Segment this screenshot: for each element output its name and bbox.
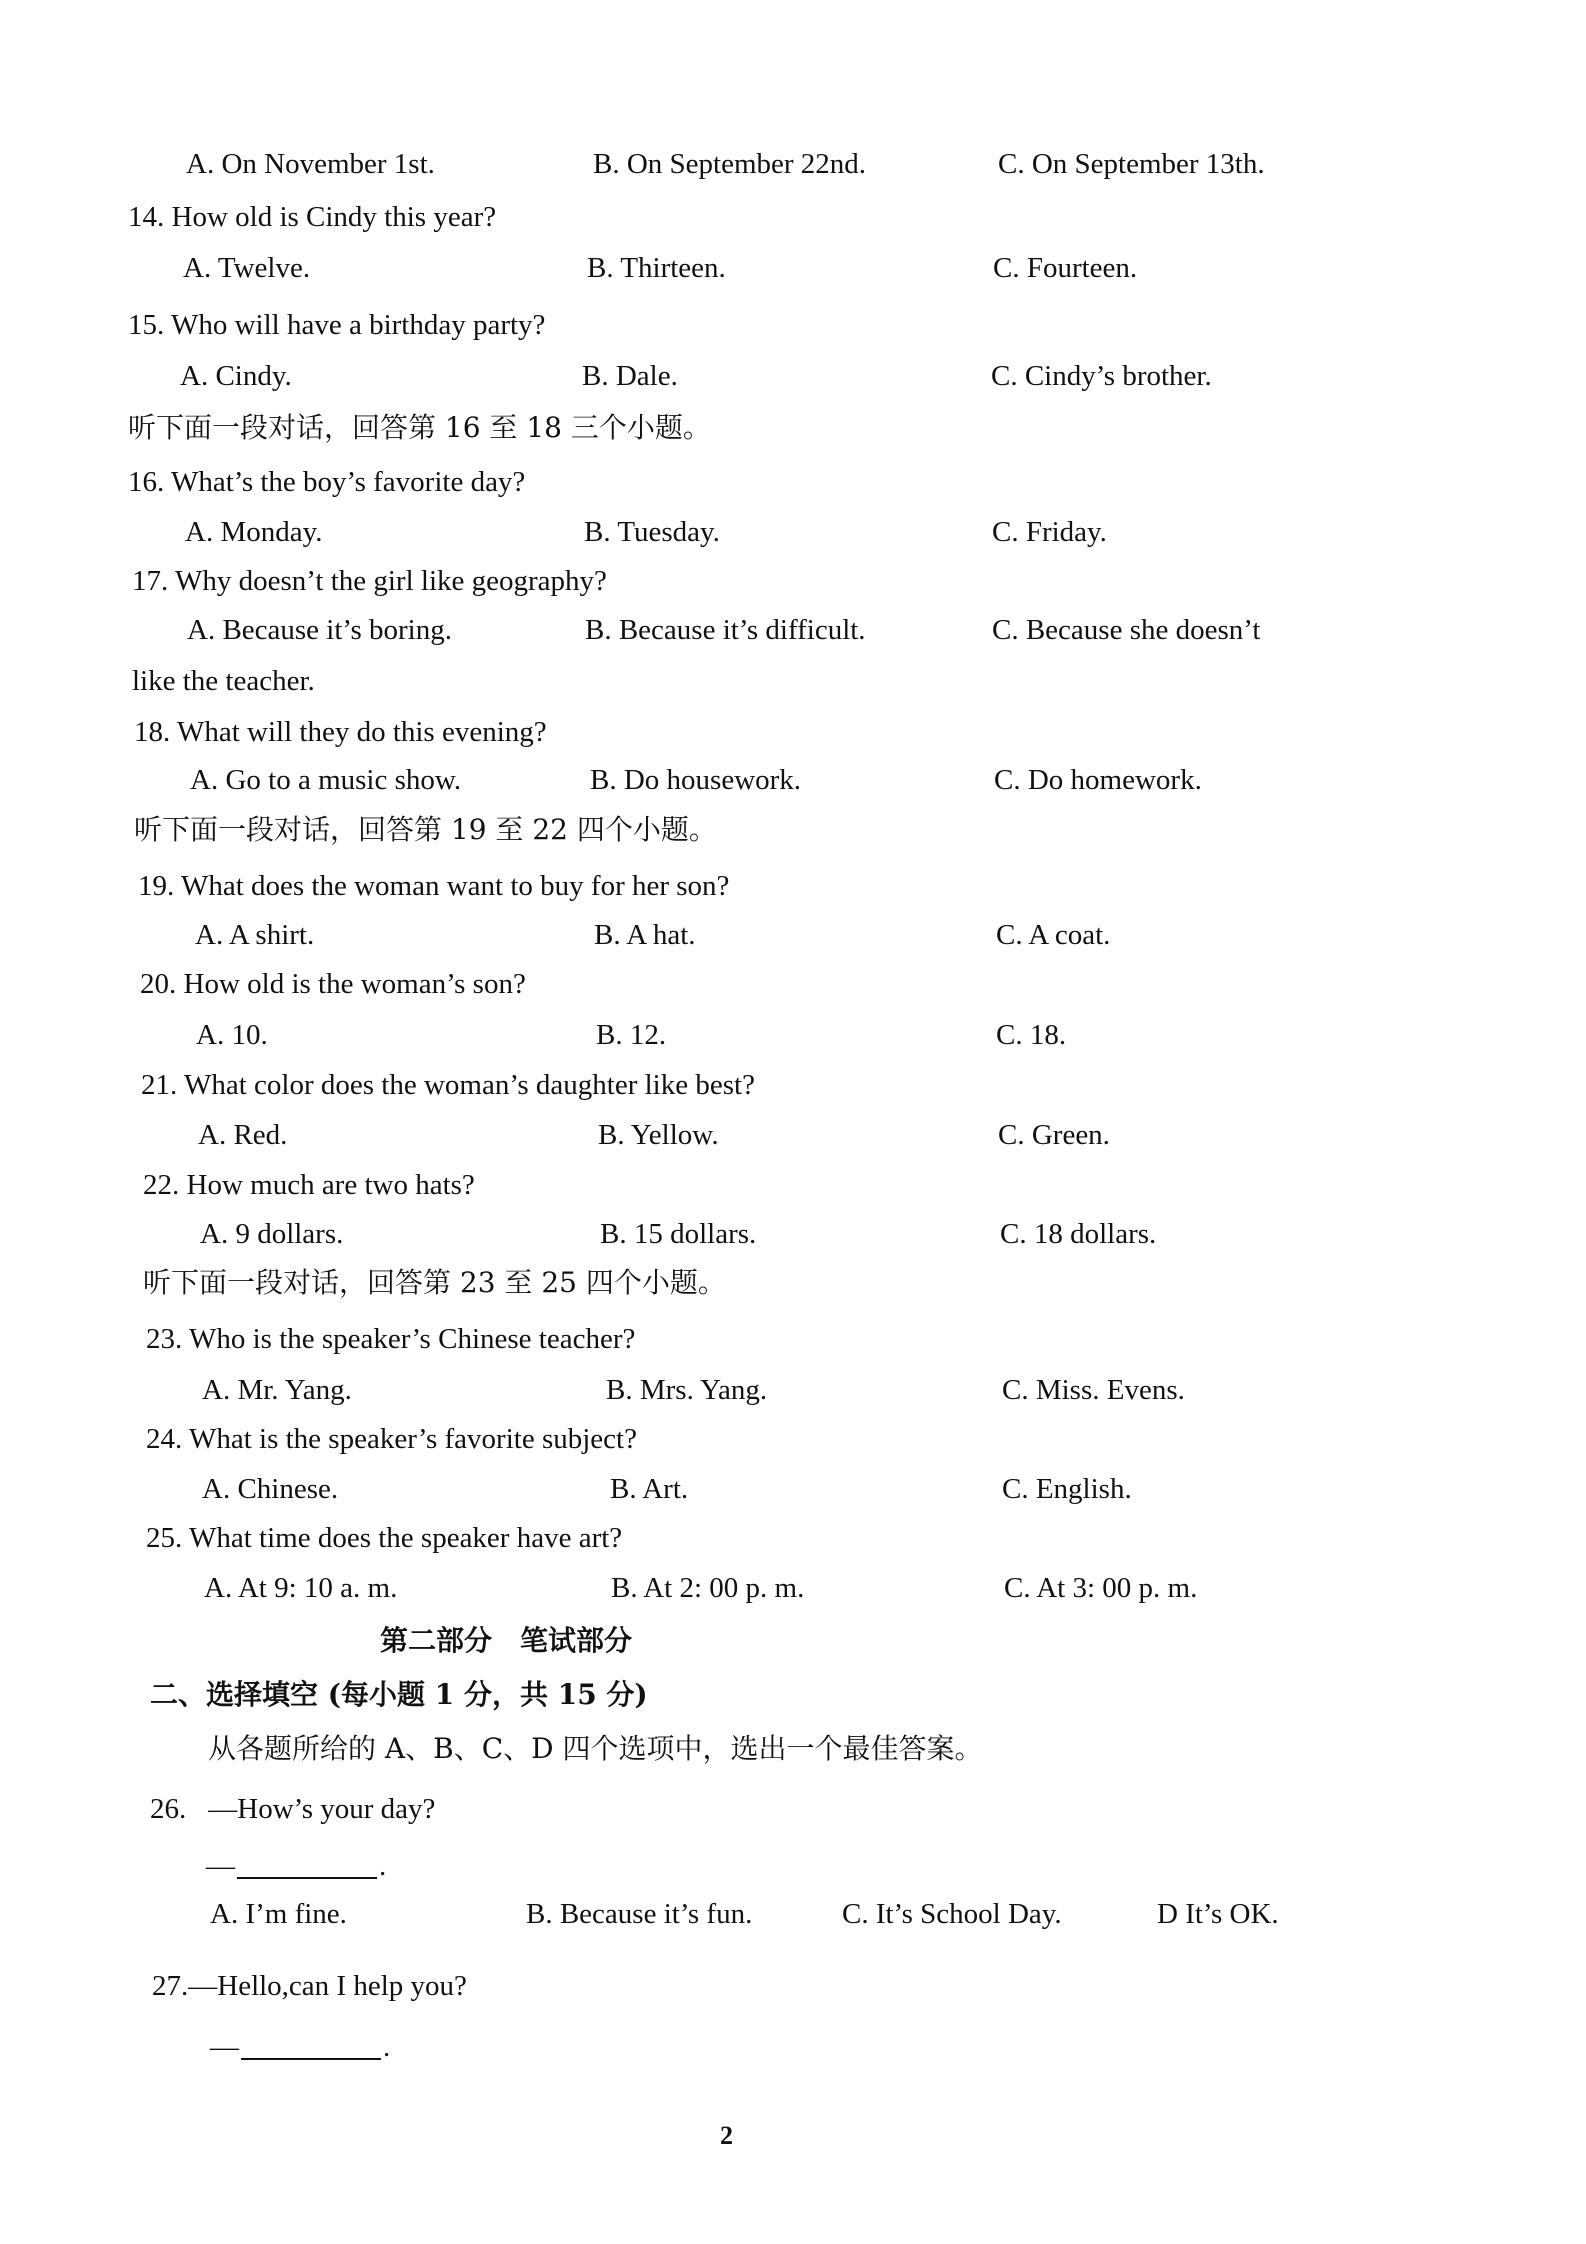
q17-option-b: B. Because it’s difficult. [585,614,866,646]
q17-options [0,616,1586,656]
section-two-instruction: 从各题所给的 A、B、C、D 四个选项中，选出一个最佳答案。 [208,1732,983,1765]
q20-option-a: A. 10. [196,1019,268,1051]
q20-options [0,1021,1586,1061]
q27-dash: — [210,2031,239,2063]
q22-option-b: B. 15 dollars. [600,1218,757,1250]
q26-option-d: D It’s OK. [1157,1898,1279,1930]
q22-option-a: A. 9 dollars. [200,1218,344,1250]
instruction-16-18: 听下面一段对话，回答第 16 至 18 三个小题。 [128,411,711,444]
q15-stem: 15. Who will have a birthday party? [128,309,546,341]
q19-options [0,921,1586,961]
q26-number: 26. [150,1793,187,1825]
q21-option-b: B. Yellow. [598,1119,719,1151]
q26-prompt: —How’s your day? [208,1793,436,1825]
q27-answer-line [210,2032,390,2062]
q23-option-a: A. Mr. Yang. [202,1374,352,1406]
q15-option-c: C. Cindy’s brother. [991,360,1212,392]
q18-option-a: A. Go to a music show. [190,764,462,796]
part-two-title: 第二部分 笔试部分 [380,1624,633,1657]
q18-option-b: B. Do housework. [590,764,802,796]
q13-option-b: B. On September 22nd. [593,148,867,180]
q22-stem: 22. How much are two hats? [143,1169,475,1201]
q16-options [0,518,1586,558]
q16-stem: 16. What’s the boy’s favorite day? [128,466,526,498]
q23-options [0,1376,1586,1416]
q21-options [0,1121,1586,1161]
q20-stem: 20. How old is the woman’s son? [140,968,526,1000]
q26-options [0,1900,1586,1940]
q26-option-a: A. I’m fine. [210,1898,347,1930]
q16-option-c: C. Friday. [992,516,1107,548]
q26-option-c: C. It’s School Day. [842,1898,1062,1930]
instruction-23-25: 听下面一段对话，回答第 23 至 25 四个小题。 [143,1266,726,1299]
q25-option-c: C. At 3: 00 p. m. [1004,1572,1198,1604]
page-number: 2 [720,2121,733,2150]
q22-options [0,1220,1586,1260]
q26-dash: — [206,1850,235,1882]
q25-stem: 25. What time does the speaker have art? [146,1522,623,1554]
q21-stem: 21. What color does the woman’s daughter like best? [141,1069,755,1101]
q14-stem: 14. How old is Cindy this year? [128,201,497,233]
q13-options [0,150,1586,190]
q26-answer-line [206,1851,386,1881]
q15-option-b: B. Dale. [582,360,678,392]
q23-option-c: C. Miss. Evens. [1002,1374,1185,1406]
q14-option-a: A. Twelve. [183,252,311,284]
q22-option-c: C. 18 dollars. [1000,1218,1157,1250]
q21-option-c: C. Green. [998,1119,1110,1151]
q27-prompt: 27.—Hello,can I help you? [152,1970,467,2002]
q26-prompt-line [150,1795,435,1824]
section-two-heading: 二、选择填空 (每小题 1 分，共 15 分) [150,1678,648,1711]
q23-option-b: B. Mrs. Yang. [606,1374,768,1406]
q14-options [0,254,1586,294]
q18-options [0,766,1586,806]
q14-option-c: C. Fourteen. [993,252,1138,284]
q20-option-c: C. 18. [996,1019,1067,1051]
q24-option-a: A. Chinese. [202,1473,339,1505]
q18-stem: 18. What will they do this evening? [134,716,547,748]
q19-option-c: C. A coat. [996,919,1111,951]
q26-blank[interactable] [237,1851,377,1879]
q19-option-b: B. A hat. [594,919,696,951]
q17-stem: 17. Why doesn’t the girl like geography? [132,565,607,597]
q26-period: . [379,1850,387,1882]
q26-option-b: B. Because it’s fun. [526,1898,753,1930]
q15-option-a: A. Cindy. [180,360,292,392]
q19-stem: 19. What does the woman want to buy for her son? [138,870,730,902]
q27-blank[interactable] [241,2032,381,2060]
q14-option-b: B. Thirteen. [587,252,726,284]
q18-option-c: C. Do homework. [994,764,1202,796]
q17-option-c: C. Because she doesn’t [992,614,1261,646]
q24-option-c: C. English. [1002,1473,1132,1505]
q23-stem: 23. Who is the speaker’s Chinese teacher? [146,1323,636,1355]
q16-option-b: B. Tuesday. [584,516,720,548]
instruction-19-22: 听下面一段对话，回答第 19 至 22 四个小题。 [134,813,717,846]
q19-option-a: A. A shirt. [195,919,315,951]
q13-option-c: C. On September 13th. [998,148,1265,180]
q20-option-b: B. 12. [596,1019,667,1051]
q21-option-a: A. Red. [198,1119,288,1151]
q24-stem: 24. What is the speaker’s favorite subject? [146,1423,637,1455]
q25-option-b: B. At 2: 00 p. m. [611,1572,805,1604]
q17-option-a: A. Because it’s boring. [187,614,452,646]
q17-option-c-continued: like the teacher. [132,665,315,697]
q15-options [0,362,1586,402]
q24-option-b: B. Art. [610,1473,689,1505]
q27-period: . [383,2031,391,2063]
q13-option-a: A. On November 1st. [186,148,435,180]
q25-option-a: A. At 9: 10 a. m. [204,1572,398,1604]
q25-options [0,1574,1586,1614]
q16-option-a: A. Monday. [185,516,323,548]
q24-options [0,1475,1586,1515]
